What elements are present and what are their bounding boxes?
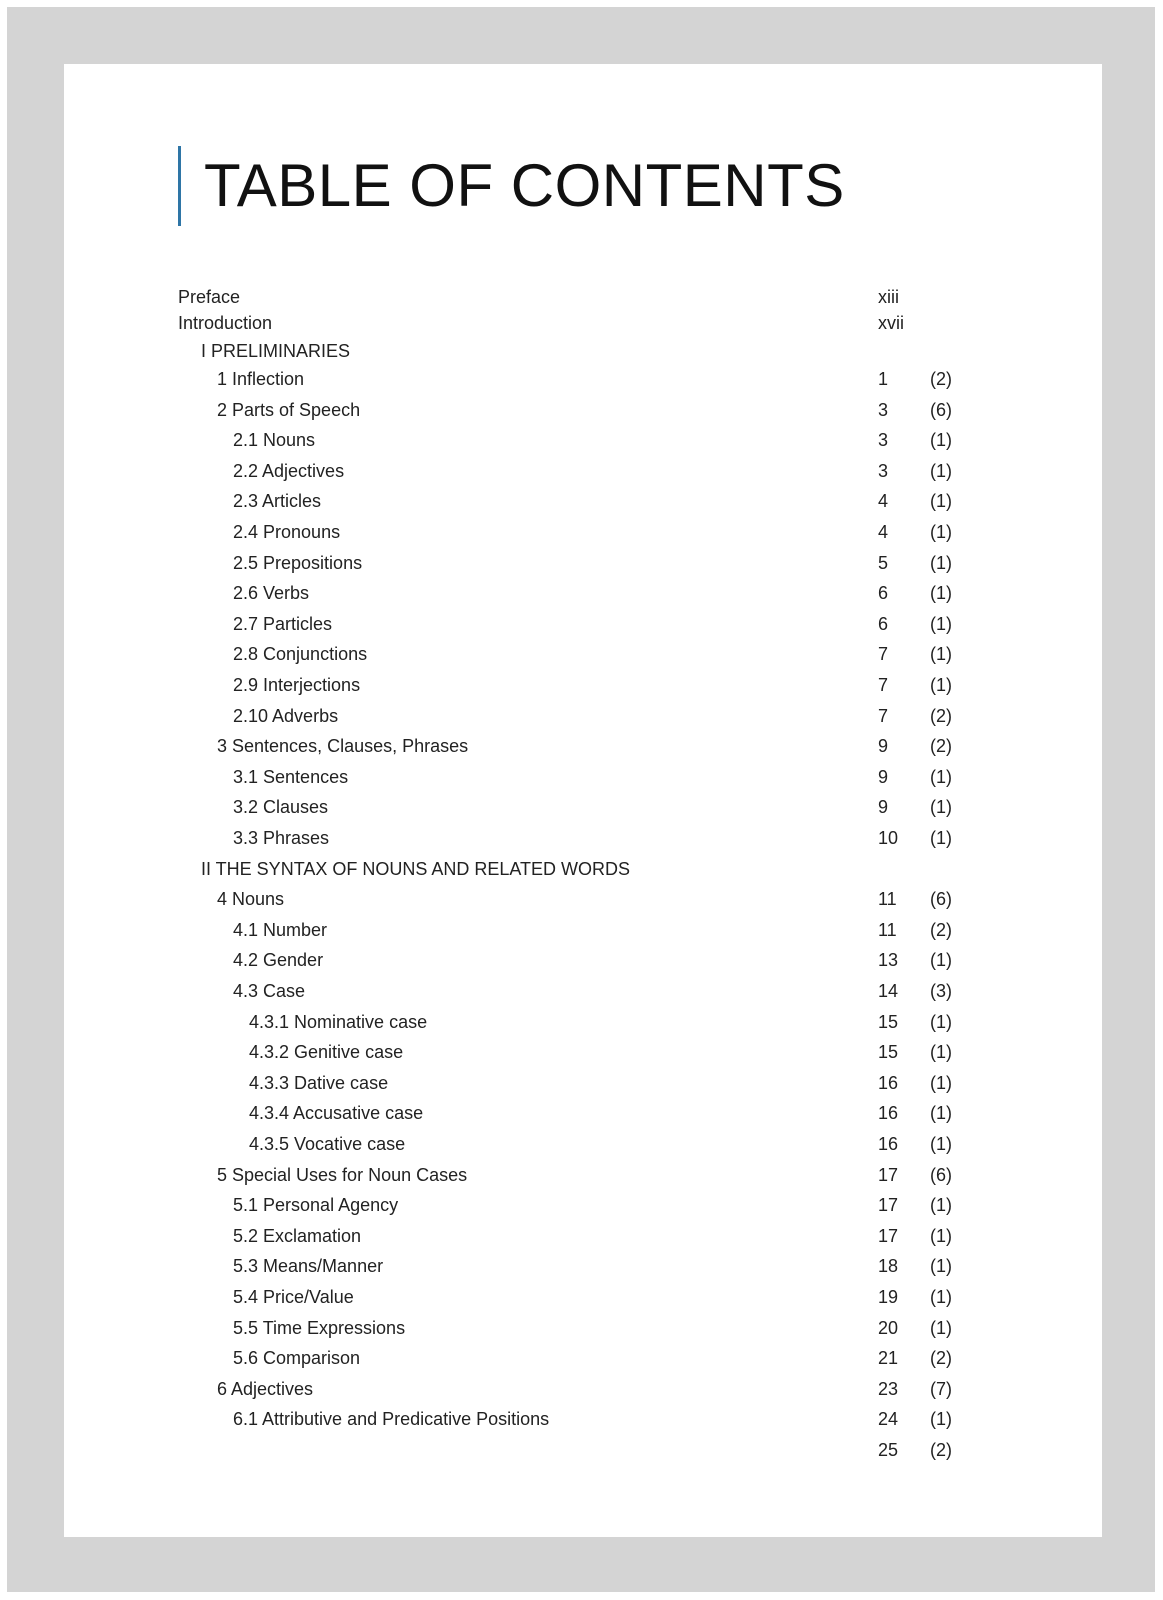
toc-entry[interactable] bbox=[64, 1098, 1102, 1128]
toc-entry-count: (1) bbox=[930, 1042, 952, 1063]
toc-entry-count: (2) bbox=[930, 369, 952, 389]
toc-entry-count: (1) bbox=[930, 1103, 952, 1124]
toc-entry-count: (7) bbox=[930, 1378, 952, 1399]
toc-entry-title: 2.2 Adjectives bbox=[233, 460, 345, 481]
toc-entry-page: 23 bbox=[878, 1378, 899, 1399]
toc-entry-title: 3.1 Sentences bbox=[233, 766, 349, 787]
toc-entry-count: (2) bbox=[930, 1348, 952, 1369]
toc-entry[interactable] bbox=[64, 731, 1102, 761]
toc-entry-count: (1) bbox=[930, 1072, 952, 1093]
toc-entry[interactable] bbox=[64, 884, 1102, 914]
toc-entry-count: (1) bbox=[930, 1195, 952, 1216]
toc-entry[interactable] bbox=[64, 517, 1102, 547]
toc-entry-count: (2) bbox=[930, 919, 952, 940]
toc-entry[interactable] bbox=[64, 762, 1102, 792]
toc-entry-count: (1) bbox=[930, 583, 952, 604]
toc-entry-title: II THE SYNTAX OF NOUNS AND RELATED WORDS bbox=[201, 858, 631, 879]
toc-entry-count: (2) bbox=[930, 1440, 952, 1460]
toc-entry-title: 5.2 Exclamation bbox=[233, 1225, 362, 1246]
toc-entry[interactable] bbox=[64, 1068, 1102, 1098]
toc-entry-page: 4 bbox=[878, 491, 889, 512]
toc-entry-page: 13 bbox=[878, 950, 899, 971]
toc-entry-count: (1) bbox=[930, 828, 952, 848]
toc-entry-page: 18 bbox=[878, 1256, 899, 1277]
toc-entry-page: 24 bbox=[878, 1409, 899, 1430]
toc-entry[interactable] bbox=[64, 336, 1102, 366]
toc-entry-count: (6) bbox=[930, 399, 952, 420]
toc-entry[interactable] bbox=[64, 425, 1102, 455]
toc-entry-count: (2) bbox=[930, 705, 952, 726]
document-page bbox=[64, 64, 1102, 1537]
toc-entry[interactable] bbox=[64, 1251, 1102, 1281]
toc-entry-title: 2.5 Prepositions bbox=[233, 552, 363, 573]
toc-entry-count: (1) bbox=[930, 797, 952, 818]
toc-entry-page: 16 bbox=[878, 1103, 899, 1124]
toc-entry-page: 14 bbox=[878, 981, 899, 1001]
page-title: TABLE OF CONTENTS bbox=[204, 152, 845, 219]
toc-entry[interactable] bbox=[64, 639, 1102, 669]
toc-entry-title: 4.3.5 Vocative case bbox=[249, 1134, 406, 1154]
toc-entry-count: (1) bbox=[930, 430, 952, 451]
toc-entry-count: (1) bbox=[930, 644, 952, 665]
toc-entry[interactable] bbox=[64, 1037, 1102, 1067]
toc-entry-page: 11 bbox=[878, 919, 897, 940]
toc-entry[interactable] bbox=[64, 670, 1102, 700]
toc-entry-page: 7 bbox=[878, 705, 889, 726]
toc-entry[interactable] bbox=[64, 395, 1102, 425]
toc-entry[interactable] bbox=[64, 1313, 1102, 1343]
toc-entry-title: 4.1 Number bbox=[233, 919, 328, 940]
toc-entry[interactable] bbox=[64, 609, 1102, 639]
toc-entry-title: 5.5 Time Expressions bbox=[233, 1317, 406, 1338]
toc-entry[interactable] bbox=[64, 1190, 1102, 1220]
toc-entry[interactable] bbox=[64, 548, 1102, 578]
toc-entry-title: 2.8 Conjunctions bbox=[233, 644, 368, 665]
toc-entry-title: 2.7 Particles bbox=[233, 613, 333, 634]
toc-entry-title: 4 Nouns bbox=[217, 889, 285, 910]
toc-entry-page: 5 bbox=[878, 552, 889, 573]
toc-list bbox=[64, 64, 1102, 1472]
toc-entry-title: Introduction bbox=[178, 313, 273, 333]
toc-entry[interactable] bbox=[64, 1435, 1102, 1465]
toc-entry-count: (1) bbox=[930, 1134, 952, 1154]
toc-entry-page: 17 bbox=[878, 1195, 899, 1216]
toc-entry-title: 3 Sentences, Clauses, Phrases bbox=[217, 736, 469, 757]
toc-entry[interactable] bbox=[64, 854, 1102, 884]
toc-entry-count: (1) bbox=[930, 1317, 952, 1338]
toc-entry-page: 17 bbox=[878, 1164, 899, 1185]
toc-entry-page: 19 bbox=[878, 1287, 899, 1307]
toc-entry-title: 2.4 Pronouns bbox=[233, 522, 341, 542]
toc-entry-count: (1) bbox=[930, 950, 952, 971]
toc-entry-page: 20 bbox=[878, 1317, 899, 1338]
toc-entry-title: 4.3.4 Accusative case bbox=[249, 1103, 424, 1124]
toc-entry-count: (1) bbox=[930, 491, 952, 512]
toc-entry-page: 6 bbox=[878, 583, 889, 604]
toc-entry-page: 3 bbox=[878, 430, 889, 451]
toc-entry-count: (1) bbox=[930, 675, 952, 695]
toc-entry[interactable] bbox=[64, 915, 1102, 945]
toc-entry-count: (1) bbox=[930, 1225, 952, 1246]
toc-entry-count: (1) bbox=[930, 552, 952, 573]
toc-entry-title: 2.1 Nouns bbox=[233, 430, 316, 451]
toc-entry-title: 4.3.1 Nominative case bbox=[249, 1011, 428, 1032]
toc-entry-page: 9 bbox=[878, 797, 889, 818]
toc-entry-count: (6) bbox=[930, 889, 952, 910]
toc-entry-title: 4.3 Case bbox=[233, 981, 306, 1001]
toc-entry[interactable] bbox=[64, 1221, 1102, 1251]
toc-entry-title: 2.6 Verbs bbox=[233, 583, 310, 604]
toc-entry-title: 3.3 Phrases bbox=[233, 828, 330, 848]
toc-entry[interactable] bbox=[64, 1404, 1102, 1434]
toc-entry[interactable] bbox=[64, 456, 1102, 486]
toc-entry-title: I PRELIMINARIES bbox=[201, 341, 351, 361]
toc-entry-count: (1) bbox=[930, 522, 952, 542]
toc-entry[interactable] bbox=[64, 486, 1102, 516]
toc-entry-page: xiii bbox=[878, 287, 899, 307]
toc-entry-page: 17 bbox=[878, 1225, 899, 1246]
toc-entry-count: (1) bbox=[930, 460, 952, 481]
toc-entry[interactable] bbox=[64, 1374, 1102, 1404]
toc-entry[interactable] bbox=[64, 364, 1102, 394]
toc-entry[interactable] bbox=[64, 701, 1102, 731]
toc-entry-count: (1) bbox=[930, 1256, 952, 1277]
toc-entry-count: (6) bbox=[930, 1164, 952, 1185]
toc-entry-page: 3 bbox=[878, 460, 889, 481]
toc-entry-count: (1) bbox=[930, 1287, 952, 1307]
toc-entry-title: 3.2 Clauses bbox=[233, 797, 329, 818]
toc-entry-title: 5.3 Means/Manner bbox=[233, 1256, 384, 1277]
toc-entry-title: 5 Special Uses for Noun Cases bbox=[217, 1164, 468, 1185]
toc-entry-title: 2.9 Interjections bbox=[233, 675, 361, 695]
toc-entry-page: 16 bbox=[878, 1072, 899, 1093]
toc-entry-title: 1 Inflection bbox=[217, 369, 305, 389]
toc-entry-title: 2.3 Articles bbox=[233, 491, 322, 512]
toc-entry-title: 5.4 Price/Value bbox=[233, 1287, 354, 1307]
toc-entry[interactable] bbox=[64, 823, 1102, 853]
toc-entry-title: 4.3.2 Genitive case bbox=[249, 1042, 404, 1063]
toc-entry-title: 5.6 Comparison bbox=[233, 1348, 361, 1369]
toc-entry-page: 10 bbox=[878, 828, 899, 848]
toc-entry-title: Preface bbox=[178, 287, 241, 307]
toc-entry-title: 6 Adjectives bbox=[217, 1378, 314, 1399]
toc-entry[interactable] bbox=[64, 976, 1102, 1006]
toc-entry-title: 2.10 Adverbs bbox=[233, 705, 339, 726]
toc-entry-title: 4.2 Gender bbox=[233, 950, 324, 971]
toc-entry-page: 7 bbox=[878, 644, 889, 665]
toc-entry[interactable] bbox=[64, 1160, 1102, 1190]
toc-entry-page: 6 bbox=[878, 613, 889, 634]
toc-entry-title: 6.1 Attributive and Predicative Positions bbox=[233, 1409, 550, 1430]
toc-entry[interactable] bbox=[64, 1007, 1102, 1037]
toc-entry-page: 3 bbox=[878, 399, 889, 420]
toc-entry[interactable] bbox=[64, 578, 1102, 608]
toc-entry-page: 25 bbox=[878, 1440, 899, 1460]
toc-entry-page: 4 bbox=[878, 522, 889, 542]
toc-entry[interactable] bbox=[64, 792, 1102, 822]
toc-entry-page: 21 bbox=[878, 1348, 899, 1369]
toc-entry-count: (1) bbox=[930, 766, 952, 787]
toc-entry-count: (2) bbox=[930, 736, 952, 757]
toc-entry-count: (1) bbox=[930, 1409, 952, 1430]
toc-entry[interactable] bbox=[64, 308, 1102, 338]
toc-entry-page: 15 bbox=[878, 1042, 899, 1063]
toc-entry[interactable] bbox=[64, 1343, 1102, 1373]
toc-entry-title: 4.3.3 Dative case bbox=[249, 1072, 389, 1093]
toc-entry-page: 16 bbox=[878, 1134, 899, 1154]
toc-entry-count: (1) bbox=[930, 613, 952, 634]
toc-entry-title: 2 Parts of Speech bbox=[217, 399, 361, 420]
toc-entry-count: (3) bbox=[930, 981, 952, 1001]
toc-entry[interactable] bbox=[64, 1129, 1102, 1159]
toc-entry-page: 15 bbox=[878, 1011, 899, 1032]
toc-entry-page: 11 bbox=[878, 889, 897, 910]
toc-entry-page: 1 bbox=[878, 369, 889, 389]
toc-entry-page: xvii bbox=[878, 313, 904, 333]
toc-entry-page: 7 bbox=[878, 675, 889, 695]
toc-entry-page: 9 bbox=[878, 766, 889, 787]
toc-entry-title: 5.1 Personal Agency bbox=[233, 1195, 399, 1216]
toc-entry[interactable] bbox=[64, 1282, 1102, 1312]
toc-entry[interactable] bbox=[64, 945, 1102, 975]
toc-entry-count: (1) bbox=[930, 1011, 952, 1032]
toc-entry-page: 9 bbox=[878, 736, 889, 757]
